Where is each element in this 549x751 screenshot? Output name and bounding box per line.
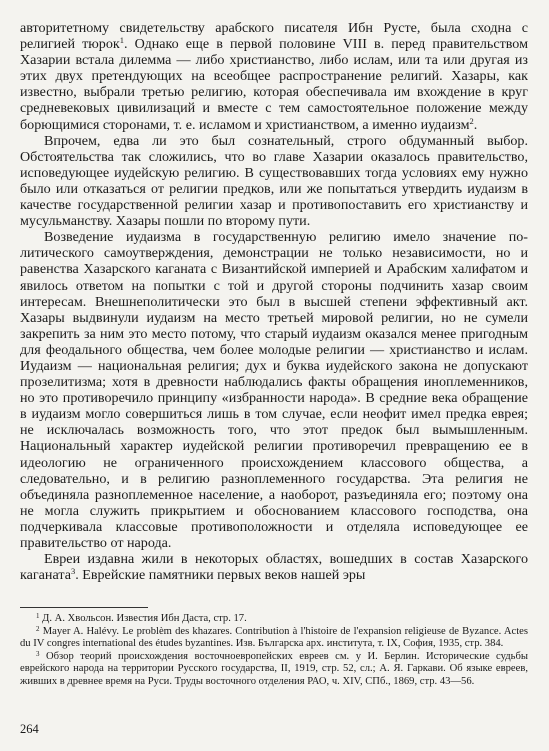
footnotes: [20, 613, 528, 689]
footnote-separator: [20, 607, 148, 608]
paragraph: Евреи издавна жили в некоторых областях, вошедших в состав Хазарского каганата$^3$. Еврейские памятники первых веков нашей эры: [20, 551, 528, 584]
footnote-ref: 3: [70, 566, 76, 577]
footnote: $^3$ Обзор теорий происхождения восточноевропейских евреев см. у И. Берлин. Исторические судьбы еврейского народа на территории Русского государства, II, 1919, стр. 52, сл.; А. Я. Гаркави. Об языке евреев, живших в древнее время на Руси. Труды восточного отделения РАО, ч. XIV, СПб., 1869, стр. 43—56.: [20, 649, 528, 687]
footnote: $^1$ Д. А. Хвольсон. Известия Ибн Даста, стр. 17.: [36, 612, 247, 624]
paragraph: авторитетному свидетельству арабского писателя Ибн Русте, была сходна с религией тюрок$^1$. Однако еще в первой половине VIII в. перед правительством Хазарии встала дилемма — либо христианство, либо ислам, или та или другая из этих двух претендующих на всеобщее распространение религий. Хазары, как известно, выбрали третью религию, которая обеспечивала им вхождение в круг средневековых цивилизаций и вместе с тем самостоятельное положение между борющимися сторонами, т. е. исламом и христианством, а именно иудаизм$^2$.: [20, 20, 528, 133]
page-number: 264: [20, 722, 39, 736]
paragraph: Возведение иудаизма в государственную религию имело значение политического самоутверждения, демонстрации не только независимости, но и равенства Хазарского каганата с Византийской империей и Арабским халифатом и явилось ответом на попытки с той и другой стороны подчинить хазар своим интересам. Внешнеполитически это был в высшей степени эффективный акт. Хазары выдвинули иудаизм на место третьей мировой религии, но не сумели закрепить за ним это место потому, что старый иудаизм оказался менее пригодным для феодального общества, чем более молодые религии — христианство и ислам. Иудаизм — национальная религия; дух и буква иудейского закона не допускают прозелитизма; хотя в древности наблюдались факты обращения иноплеменников, но это противоречило принципу «избранности народа». В средние века обращение в иудаизм могло совершиться лишь в том случае, если неофит имел предка еврея; не исключалась возможность того, что этот предок был вымышленным. Национальный характер иудейской религии противоречил превращению ее в идеологию не ограниченного происхождением классового общества, а следовательно, и в религию разноплеменного государства. Эта религия не объединяла разноплеменное население, а наоборот, разъединяла его; поэтому она не могла служить прикрытием и обоснованием классового господства, она подчеркивала классовые противоположности и отделяла исповедующее ее правительство от народа.: [20, 229, 528, 551]
footnote: $^2$ Mayer A. Halévy. Le problèm des khazares. Contribution à l'histoire de l'expansion religieuse de Byzance. Actes du IV congres international des études byzantines. Изв. Българска арх. института, т. IX, София, 1935, стр. 384.: [20, 624, 528, 650]
paragraph: Впрочем, едва ли это был сознательный, строго обдуманный выбор. Обстоятельства так сложились, что во главе Хазарии оказалось правительство, исповедующее иудейскую религию. В существовавших тогда условиях ему нужно было или отказаться от религии предков, или же попытаться утвердить иудаизм в качестве государственной религии хазар и противопоставить его христианству и мусульманству. Хазары пошли по второму пути.: [20, 132, 528, 230]
footnote-ref: 2: [469, 115, 474, 126]
footnote-ref: 1: [119, 35, 124, 46]
main-text: [20, 20, 528, 583]
